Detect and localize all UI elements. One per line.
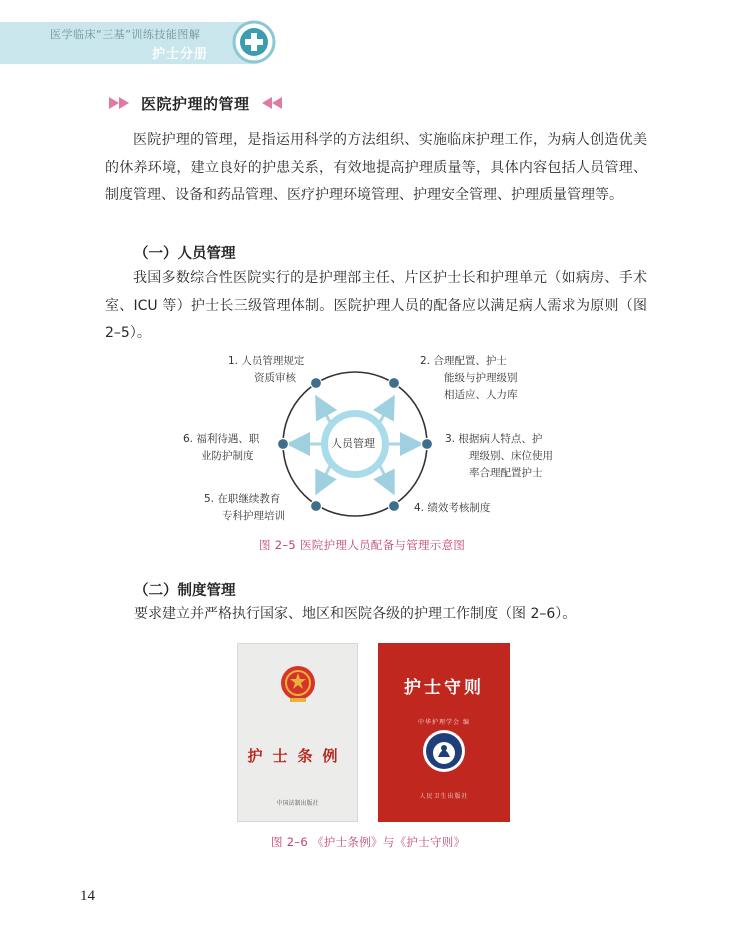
system-paragraph: 要求建立并严格执行国家、地区和医院各级的护理工作制度（图 2–6）。 — [134, 606, 577, 622]
book-left-publisher: 中国法制出版社 — [276, 800, 319, 807]
figure-2-6-caption: 图 2–6 《护士条例》与《护士守则》 — [271, 835, 466, 849]
national-emblem-icon — [279, 664, 317, 704]
diagram-item-6: 6. 福利待遇、职 业防护制度 — [183, 433, 260, 462]
nurse-regulations-book-cover — [237, 643, 358, 822]
system-heading: （二）制度管理 — [134, 583, 236, 599]
book-right-author: 中华护理学会 编 — [418, 719, 470, 726]
personnel-heading: （一）人员管理 — [134, 246, 236, 262]
section-heading — [107, 92, 284, 114]
nurse-code-book-cover — [378, 643, 510, 822]
diagram-item-5: 5. 在职继续教育 专科护理培训 — [204, 493, 285, 522]
book-left-title: 护士条例 — [247, 747, 348, 765]
diagram-item-2: 2. 合理配置、护士 能级与护理级别 相适应、人力库 — [420, 355, 518, 401]
section-title: 医院护理的管理 — [141, 94, 250, 113]
medical-cross-logo-icon — [232, 20, 276, 64]
diagram-center-label: 人员管理 — [331, 437, 375, 450]
diagram-item-1: 1. 人员管理规定 资质审核 — [228, 355, 305, 384]
book-right-title: 护士守则 — [404, 678, 484, 698]
nursing-association-seal-icon — [422, 729, 466, 773]
diagram-item-3: 3. 根据病人特点、护 理级别、床位使用 率合理配置护士 — [445, 433, 553, 479]
figure-2-5-caption: 图 2–5 医院护理人员配备与管理示意图 — [259, 538, 466, 552]
volume-title: 护士分册 — [152, 47, 209, 62]
personnel-paragraph: 我国多数综合性医院实行的是护理部主任、片区护士长和护理单元（如病房、手术室、ICU 等）护士长三级管理体制。医院护理人员的配备应以满足病人需求为原则（图 2–5）。 — [105, 270, 647, 341]
double-arrow-right-icon — [107, 97, 133, 109]
diagram-item-4: 4. 绩效考核制度 — [414, 502, 491, 514]
page-number: 14 — [80, 888, 95, 904]
series-title: 医学临床“三基”训练技能图解 — [50, 28, 201, 41]
book-right-publisher: 人民卫生出版社 — [419, 793, 469, 800]
intro-paragraph: 医院护理的管理，是指运用科学的方法组织、实施临床护理工作，为病人创造优美的休养环境，建立良好的护患关系，有效地提高护理质量等，具体内容包括人员管理、制度管理、设备和药品管理、医疗护理环境管理、护理安全管理、护理质量管理等。 — [105, 132, 647, 203]
personnel-management-diagram — [150, 346, 610, 546]
double-arrow-left-icon — [258, 97, 284, 109]
